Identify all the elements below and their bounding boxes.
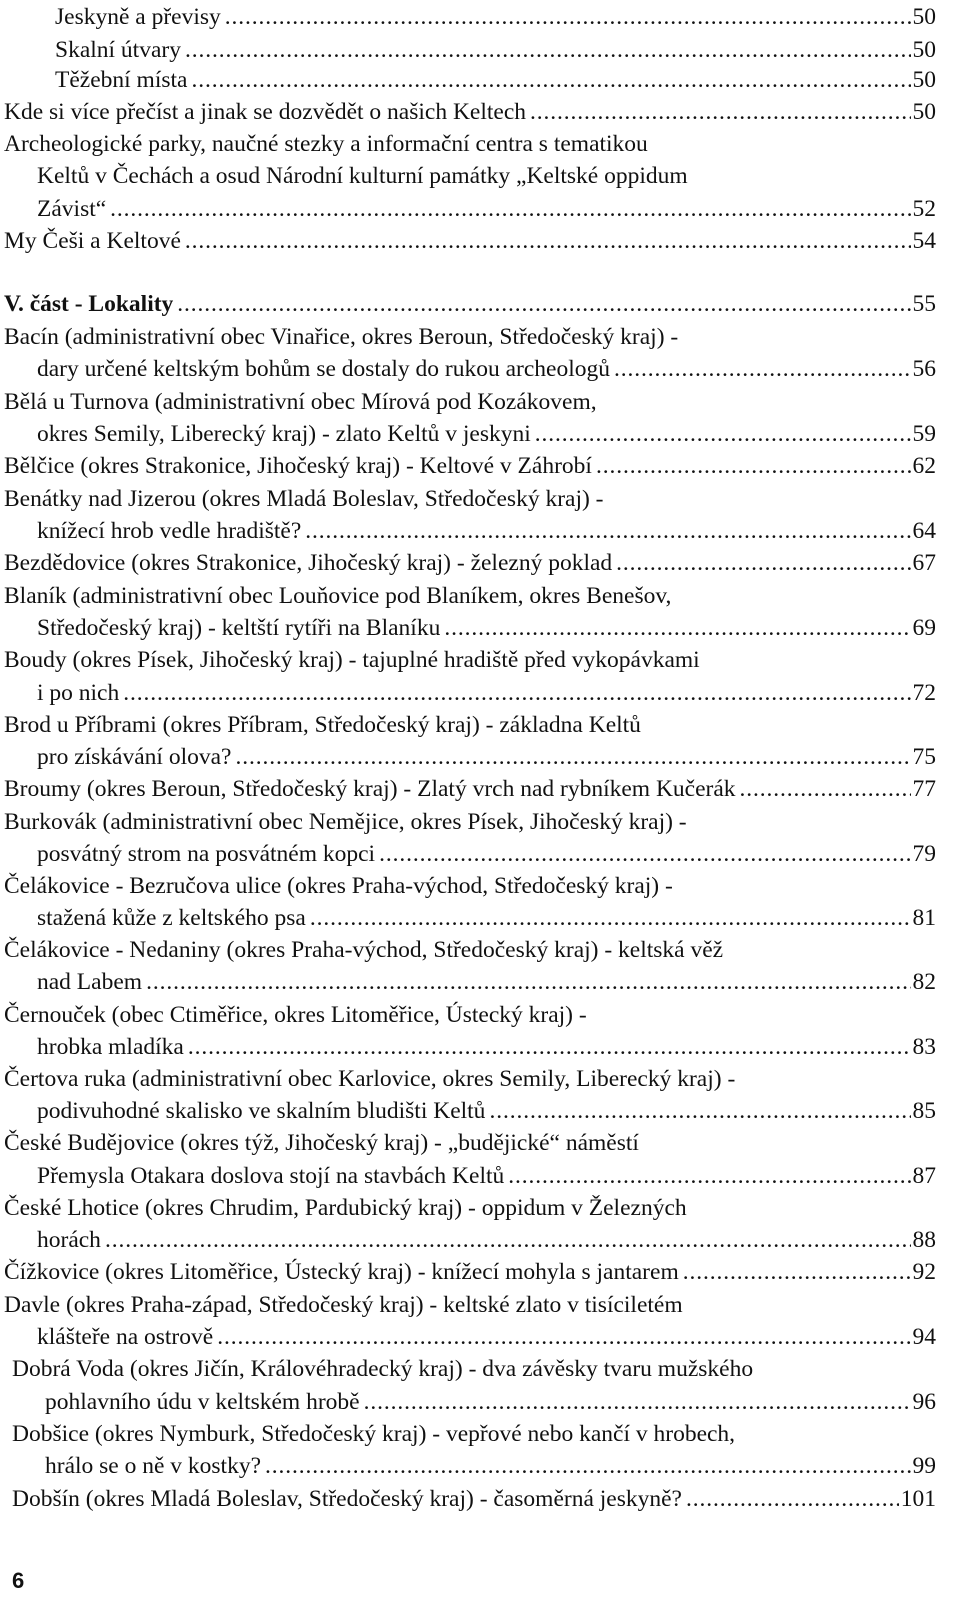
toc-entry-line: Čertova ruka (administrativní obec Karlovice, okres Semily, Liberecký kraj) - [4, 1066, 736, 1092]
dot-leader [235, 741, 910, 774]
toc-section-heading [4, 288, 936, 321]
toc-entry-title: i po nich [37, 680, 120, 706]
dot-leader [489, 1095, 910, 1128]
toc-entry [37, 612, 936, 645]
toc-entry-title: Kde si více přečíst a jinak se dozvědět o našich Keltech [4, 99, 527, 125]
toc-entry-line: Davle (okres Praha-západ, Středočeský kraj) - keltské zlato v tisíciletém [4, 1292, 683, 1318]
dot-leader [177, 288, 910, 321]
toc-entry-page: 77 [912, 776, 936, 802]
toc-entry [37, 966, 936, 999]
toc-entry-line: České Lhotice (okres Chrudim, Pardubický kraj) - oppidum v Železných [4, 1195, 687, 1221]
dot-leader [217, 1321, 910, 1354]
dot-leader [686, 1483, 899, 1516]
toc-entry-page: 50 [912, 4, 936, 30]
dot-leader [105, 1224, 911, 1257]
toc-entry-title: My Češi a Keltové [4, 228, 181, 254]
dot-leader [508, 1160, 910, 1193]
toc-entry [55, 1, 936, 34]
toc-entry-page: 94 [912, 1324, 936, 1350]
toc-entry [55, 34, 936, 67]
toc-entry [4, 96, 936, 129]
toc-entry-page: 50 [912, 99, 936, 125]
toc-entry [37, 838, 936, 871]
dot-leader [444, 612, 910, 645]
toc-entry-title: Skalní útvary [55, 37, 181, 63]
section-title: V. část - Lokality [4, 291, 174, 317]
toc-entry-page: 79 [912, 841, 936, 867]
dot-leader [614, 353, 911, 386]
dot-leader [185, 225, 911, 258]
toc-entry [37, 741, 936, 774]
toc-entry [12, 1483, 936, 1516]
toc-entry-title: nad Labem [37, 969, 143, 995]
toc-entry-line: České Budějovice (okres týž, Jihočeský kraj) - „budějické“ náměstí [4, 1130, 639, 1156]
dot-leader [225, 1, 911, 34]
toc-entry-title: stažená kůže z keltského psa [37, 905, 306, 931]
dot-leader [188, 1031, 911, 1064]
toc-entry [37, 1160, 936, 1193]
toc-entry [37, 1321, 936, 1354]
toc-entry-line: Černouček (obec Ctiměřice, okres Litoměřice, Ústecký kraj) - [4, 1002, 587, 1028]
toc-entry-page: 52 [912, 196, 936, 222]
toc-entry-page: 75 [912, 744, 936, 770]
toc-entry-page: 88 [912, 1227, 936, 1253]
toc-entry-title: dary určené keltským bohům se dostaly do rukou archeologů [37, 356, 610, 382]
toc-entry-title: podivuhodné skalisko ve skalním bludišti Keltů [37, 1098, 486, 1124]
toc-entry-title: klášteře na ostrově [37, 1324, 214, 1350]
dot-leader [123, 677, 910, 710]
toc-entry-page: 50 [912, 67, 936, 93]
toc-entry-title: Přemysla Otakara doslova stojí na stavbách Keltů [37, 1163, 505, 1189]
toc-entry [4, 547, 936, 580]
toc-entry-title: horách [37, 1227, 101, 1253]
toc-entry-title: okres Semily, Liberecký kraj) - zlato Keltů v jeskyni [37, 421, 531, 447]
toc-entry-title: knížecí hrob vedle hradiště? [37, 518, 302, 544]
dot-leader [530, 96, 910, 129]
toc-entry-title: Jeskyně a převisy [55, 4, 221, 30]
toc-entry-line: Blaník (administrativní obec Louňovice pod Blaníkem, okres Benešov, [4, 583, 672, 609]
toc-entry [37, 902, 936, 935]
toc-entry-title: Závist“ [37, 196, 107, 222]
toc-entry-page: 99 [912, 1453, 936, 1479]
toc-entry-page: 92 [912, 1259, 936, 1285]
toc-entry-line: Dobšice (okres Nymburk, Středočeský kraj) - vepřové nebo kančí v hrobech, [12, 1421, 736, 1447]
toc-entry-page: 85 [912, 1098, 936, 1124]
toc-entry [37, 677, 936, 710]
toc-entry-title: Dobšín (okres Mladá Boleslav, Středočeský kraj) - časoměrná jeskyně? [12, 1486, 682, 1512]
toc-entry-title: hrobka mladíka [37, 1034, 184, 1060]
toc-entry-page: 72 [912, 680, 936, 706]
toc-entry-page: 83 [912, 1034, 936, 1060]
toc-entry [4, 773, 936, 806]
toc-entry-title: pohlavního údu v keltském hrobě [45, 1389, 360, 1415]
toc-entry-title: hrálo se o ně v kostky? [45, 1453, 262, 1479]
toc-entry [55, 64, 936, 97]
toc-entry-line: Bělá u Turnova (administrativní obec Mírová pod Kozákovem, [4, 389, 597, 415]
toc-entry-page: 67 [912, 550, 936, 576]
toc-entry-line: Dobrá Voda (okres Jičín, Královéhradecký kraj) - dva závěsky tvaru mužského [12, 1356, 754, 1382]
toc-entry-line: Boudy (okres Písek, Jihočeský kraj) - tajuplné hradiště před vykopávkami [4, 647, 700, 673]
toc-entry-line: Bacín (administrativní obec Vinařice, okres Beroun, Středočeský kraj) - [4, 324, 679, 350]
toc-entry-title: Středočeský kraj) - keltští rytíři na Blaníku [37, 615, 441, 641]
toc-entry [45, 1450, 936, 1483]
toc-entry-page: 64 [912, 518, 936, 544]
toc-entry-line: Keltů v Čechách a osud Národní kulturní památky „Keltské oppidum [37, 163, 688, 189]
dot-leader [683, 1256, 911, 1289]
dot-leader [185, 34, 911, 67]
toc-entry-title: Bělčice (okres Strakonice, Jihočeský kraj) - Keltové v Záhrobí [4, 453, 592, 479]
toc-entry-title: posvátný strom na posvátném kopci [37, 841, 376, 867]
toc-entry-line: Archeologické parky, naučné stezky a informační centra s tematikou [4, 131, 648, 157]
toc-entry [45, 1386, 936, 1419]
dot-leader [310, 902, 911, 935]
dot-leader [740, 773, 911, 806]
toc-entry [37, 1224, 936, 1257]
toc-entry-page: 82 [912, 969, 936, 995]
dot-leader [110, 193, 910, 226]
toc-entry-page: 50 [912, 37, 936, 63]
dot-leader [535, 418, 911, 451]
toc-entry [4, 450, 936, 483]
toc-entry-page: 101 [900, 1486, 936, 1512]
toc-entry-title: Bezdědovice (okres Strakonice, Jihočeský kraj) - železný poklad [4, 550, 613, 576]
page-number: 6 [12, 1568, 25, 1593]
toc-entry-line: Čelákovice - Nedaniny (okres Praha-východ, Středočeský kraj) - keltská věž [4, 937, 724, 963]
toc-entry [37, 418, 936, 451]
toc-entry-page: 87 [912, 1163, 936, 1189]
dot-leader [596, 450, 911, 483]
toc-entry-line: Benátky nad Jizerou (okres Mladá Boleslav, Středočeský kraj) - [4, 486, 604, 512]
toc-entry-page: 59 [912, 421, 936, 447]
toc-entry-title: Čížkovice (okres Litoměřice, Ústecký kraj) - knížecí mohyla s jantarem [4, 1259, 679, 1285]
toc-entry [37, 353, 936, 386]
toc-entry-title: Broumy (okres Beroun, Středočeský kraj) - Zlatý vrch nad rybníkem Kučerák [4, 776, 736, 802]
toc-entry-title: Těžební místa [55, 67, 188, 93]
toc-entry-page: 96 [912, 1389, 936, 1415]
toc-entry-title: pro získávání olova? [37, 744, 232, 770]
toc-entry [37, 1095, 936, 1128]
dot-leader [379, 838, 910, 871]
dot-leader [305, 515, 910, 548]
toc-entry-page: 55 [912, 291, 936, 317]
toc-entry [4, 225, 936, 258]
toc-entry-page: 62 [912, 453, 936, 479]
toc-entry [37, 1031, 936, 1064]
toc-entry [4, 1256, 936, 1289]
dot-leader [146, 966, 910, 999]
toc-entry-line: Burkovák (administrativní obec Nemějice, okres Písek, Jihočeský kraj) - [4, 809, 687, 835]
toc-entry-page: 69 [912, 615, 936, 641]
toc-entry-page: 54 [912, 228, 936, 254]
toc-entry-line: Čelákovice - Bezručova ulice (okres Praha-východ, Středočeský kraj) - [4, 873, 673, 899]
dot-leader [616, 547, 910, 580]
toc-entry-line: Brod u Příbrami (okres Příbram, Středočeský kraj) - základna Keltů [4, 712, 641, 738]
dot-leader [265, 1450, 910, 1483]
toc-entry [37, 515, 936, 548]
toc-entry-page: 81 [912, 905, 936, 931]
dot-leader [364, 1386, 911, 1419]
toc-entry [37, 193, 936, 226]
dot-leader [191, 64, 910, 97]
toc-entry-page: 56 [912, 356, 936, 382]
